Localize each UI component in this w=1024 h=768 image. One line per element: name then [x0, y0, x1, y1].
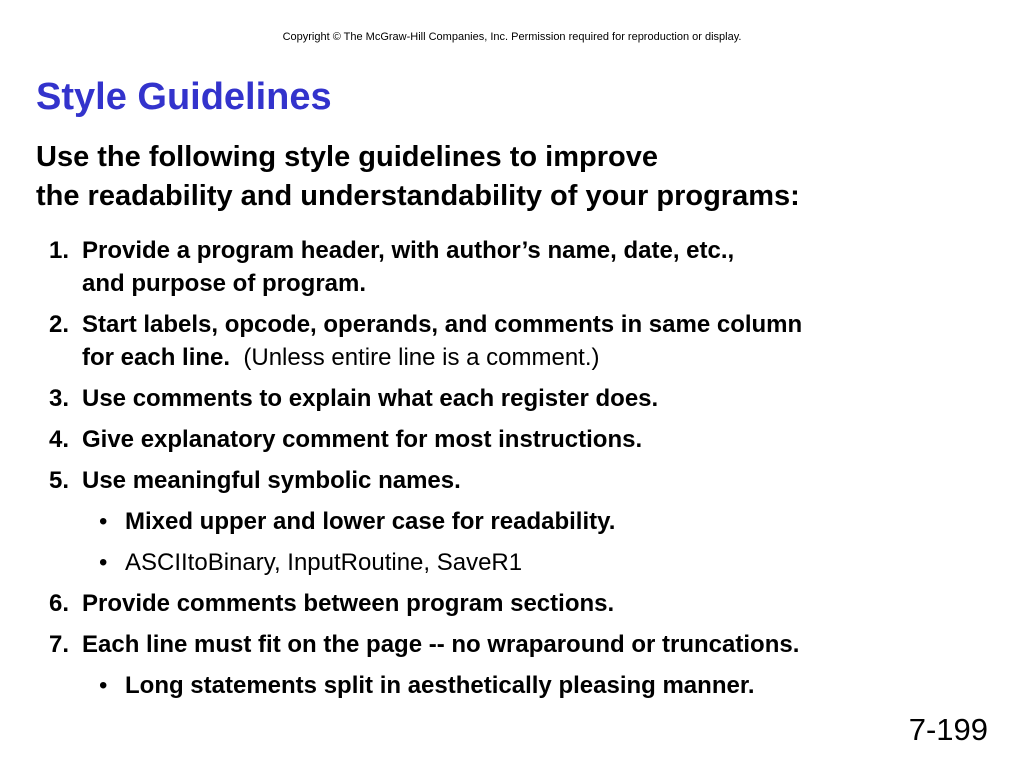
bullet-icon: •: [99, 549, 108, 576]
sub-list-item: [49, 546, 1009, 579]
list-item: [49, 628, 1009, 661]
item-text-bold: for each line.: [82, 344, 231, 371]
item-text: Each line must fit on the page -- no wraparound or truncations.: [82, 631, 800, 658]
slide-title: Style Guidelines: [36, 76, 332, 118]
intro-line-2: the readability and understandability of your programs:: [36, 180, 800, 212]
sub-item-text: ASCIItoBinary, InputRoutine, SaveR1: [125, 549, 523, 576]
intro-line-1: Use the following style guidelines to improve: [36, 141, 658, 173]
sub-list-item: [49, 505, 1009, 538]
item-number: 7.: [49, 631, 70, 658]
item-number: 2.: [49, 311, 70, 338]
item-number: 6.: [49, 590, 70, 617]
item-number: 4.: [49, 426, 70, 453]
item-text: Provide a program header, with author’s name, date, etc.,: [82, 237, 735, 264]
list-item: [49, 308, 1009, 374]
item-text: Use meaningful symbolic names.: [82, 467, 461, 494]
intro-text: [36, 138, 800, 216]
item-number: 1.: [49, 237, 70, 264]
bullet-icon: •: [99, 508, 108, 535]
list-item: [49, 382, 1009, 415]
item-text-note: (Unless entire line is a comment.): [230, 344, 600, 371]
sub-item-text: Long statements split in aesthetically pleasing manner.: [125, 672, 755, 699]
item-number: 3.: [49, 385, 70, 412]
page-number: 7-199: [908, 712, 988, 747]
item-text: Give explanatory comment for most instructions.: [82, 426, 643, 453]
list-item: [49, 464, 1009, 497]
copyright-notice: Copyright © The McGraw-Hill Companies, Inc. Permission required for reproduction or display.: [282, 31, 742, 43]
sub-list-item: [49, 669, 1009, 702]
guideline-list: [49, 234, 1009, 710]
item-text-continued: [49, 341, 1009, 374]
item-text: Use comments to explain what each register does.: [82, 385, 659, 412]
list-item: [49, 587, 1009, 620]
item-text: Provide comments between program sections.: [82, 590, 615, 617]
bullet-icon: •: [99, 672, 108, 699]
item-number: 5.: [49, 467, 70, 494]
list-item: [49, 234, 1009, 300]
sub-item-text: Mixed upper and lower case for readability.: [125, 508, 616, 535]
item-text-continued: and purpose of program.: [82, 270, 367, 297]
item-text: Start labels, opcode, operands, and comments in same column: [82, 311, 803, 338]
list-item: [49, 423, 1009, 456]
